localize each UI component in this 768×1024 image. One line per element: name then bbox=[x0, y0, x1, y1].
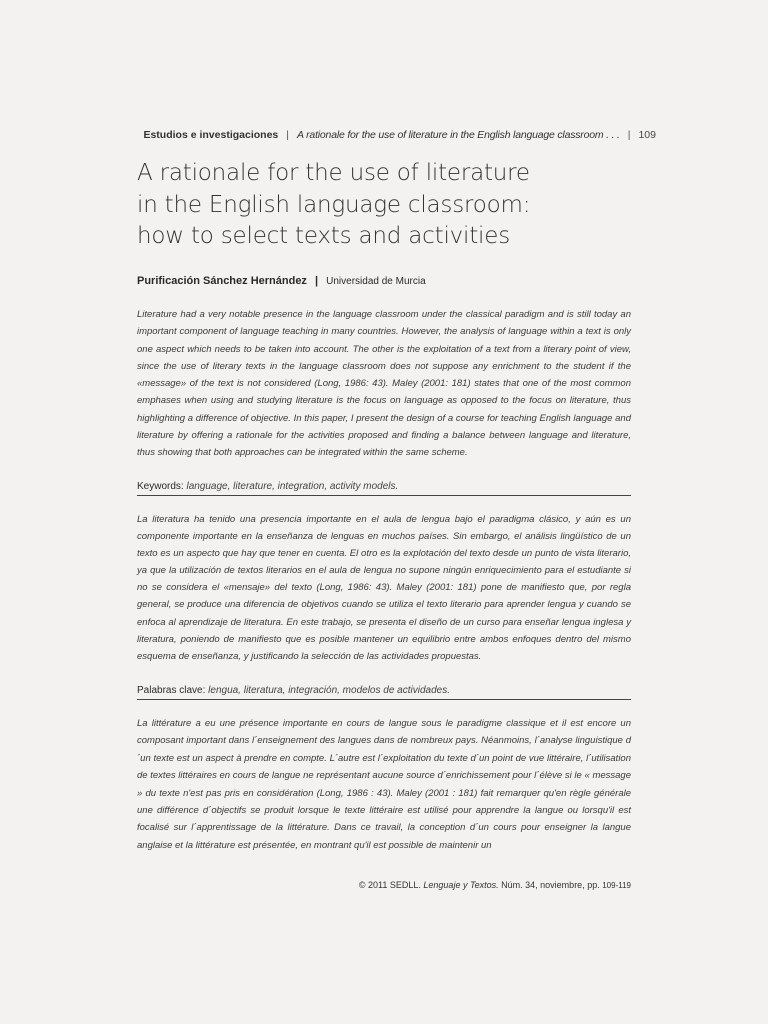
running-head-separator-2: | bbox=[627, 129, 631, 141]
author-line bbox=[137, 275, 426, 287]
footer-pages: 109-119 bbox=[602, 881, 631, 890]
palabras-clave-value: lengua, literatura, integración, modelos de actividades. bbox=[208, 685, 450, 696]
footer-copyright: © 2011 SEDLL. bbox=[358, 880, 421, 890]
running-head-short-title: A rationale for the use of literature in the English language classroom . . . bbox=[297, 129, 620, 141]
running-head-section: Estudios e investigaciones bbox=[143, 129, 279, 141]
article-title bbox=[137, 158, 657, 253]
footer-journal: Lenguaje y Textos. bbox=[423, 880, 499, 890]
page-number: 109 bbox=[638, 129, 656, 141]
running-head-separator: | bbox=[286, 129, 289, 141]
abstract-french: La littérature a eu une présence importante en cours de langue sous le paradigme classique et il est encore un composant important dans l´enseignement des langues dans de nombreux pays. Néanmoins, l´analyse linguistique d´un texte est un aspect à prendre en compte. L´autre est l´exploitation du texte d´un point de vue littéraire, l´utilisation de textes littéraires en cours de langue ne représentant aucune source d´enrichissement pour l´élève si le « message » du texte n'est pas pris en considération (Long, 1986 : 43). Maley (2001 : 181) fait remarquer qu'en règle générale une différence d´objectifs se produit lorsque le texte littéraire est utilisé pour apprendre la langue ou lorsqu'il est focalisé sur l´apprentissage de la littérature. Dans ce travail, la conception d´un cours pour enseigner la langue anglaise et la littérature est présentée, en montrant qu'il est possible de maintenir un bbox=[137, 718, 631, 851]
footer-issue: Núm. 34, noviembre, pp. bbox=[501, 880, 600, 890]
author-separator: | bbox=[315, 275, 319, 287]
title-line-1: A rationale for the use of literature bbox=[137, 160, 530, 186]
title-line-2: in the English language classroom: bbox=[137, 191, 531, 218]
keywords-value: language, literature, integration, activity models. bbox=[186, 481, 399, 492]
keywords-spanish bbox=[137, 685, 631, 700]
keywords-english bbox=[137, 481, 631, 496]
palabras-clave-label: Palabras clave: bbox=[137, 685, 206, 696]
author-name: Purificación Sánchez Hernández bbox=[137, 275, 307, 287]
abstract-spanish: La literatura ha tenido una presencia importante en el aula de lengua bajo el paradigma clásico, y aún es un componente importante en la enseñanza de lenguas en muchos países. Sin embargo, el análisis lingüístico de un texto es un aspecto que hay que tener en cuenta. El otro es la explotación del texto desde un punto de vista literario, ya que la utilización de textos literarios en el aula de lengua no supone ningún enriquecimiento para el estudiante si no se considera el «mensaje» del texto (Long, 1986: 43). Maley (2001: 181) pone de manifiesto que, por regla general, se produce una diferencia de objetivos cuando se utiliza el texto literario para aprender lengua y cuando se enfoca al aprendizaje de literatura. En este trabajo, se presenta el diseño de un curso para enseñar lengua inglesa y literatura, poniendo de manifiesto que es posible mantener un equilibrio entre ambos enfoques dentro del mismo esquema de enseñanza, y justificando la selección de las actividades propuestas. bbox=[137, 514, 631, 662]
abstract-english: Literature had a very notable presence in the language classroom under the classical paradigm and is still today an important component of language teaching in many countries. However, the analysis of language within a text is only one aspect which needs to be taken into account. The other is the exploitation of a text from a literary point of view, since the use of literary texts in the language classroom does not suppose any enrichment to the student if the «message» of the text is not considered (Long, 1986: 43). Maley (2001: 181) states that one of the most common emphases when using and studying literature is the focus on language as opposed to the focus on literature, thus highlighting a difference of objective. In this paper, I present the design of a course for teaching English language and literature by offering a rationale for the activities proposed and finding a balance between language and literature, thus showing that both approaches can be integrated within the same scheme. bbox=[137, 309, 631, 459]
running-head bbox=[143, 129, 656, 141]
page-footer bbox=[359, 880, 631, 890]
title-line-3: how to select texts and activities bbox=[137, 223, 510, 249]
keywords-label: Keywords: bbox=[137, 481, 184, 492]
author-affiliation: Universidad de Murcia bbox=[326, 276, 426, 287]
